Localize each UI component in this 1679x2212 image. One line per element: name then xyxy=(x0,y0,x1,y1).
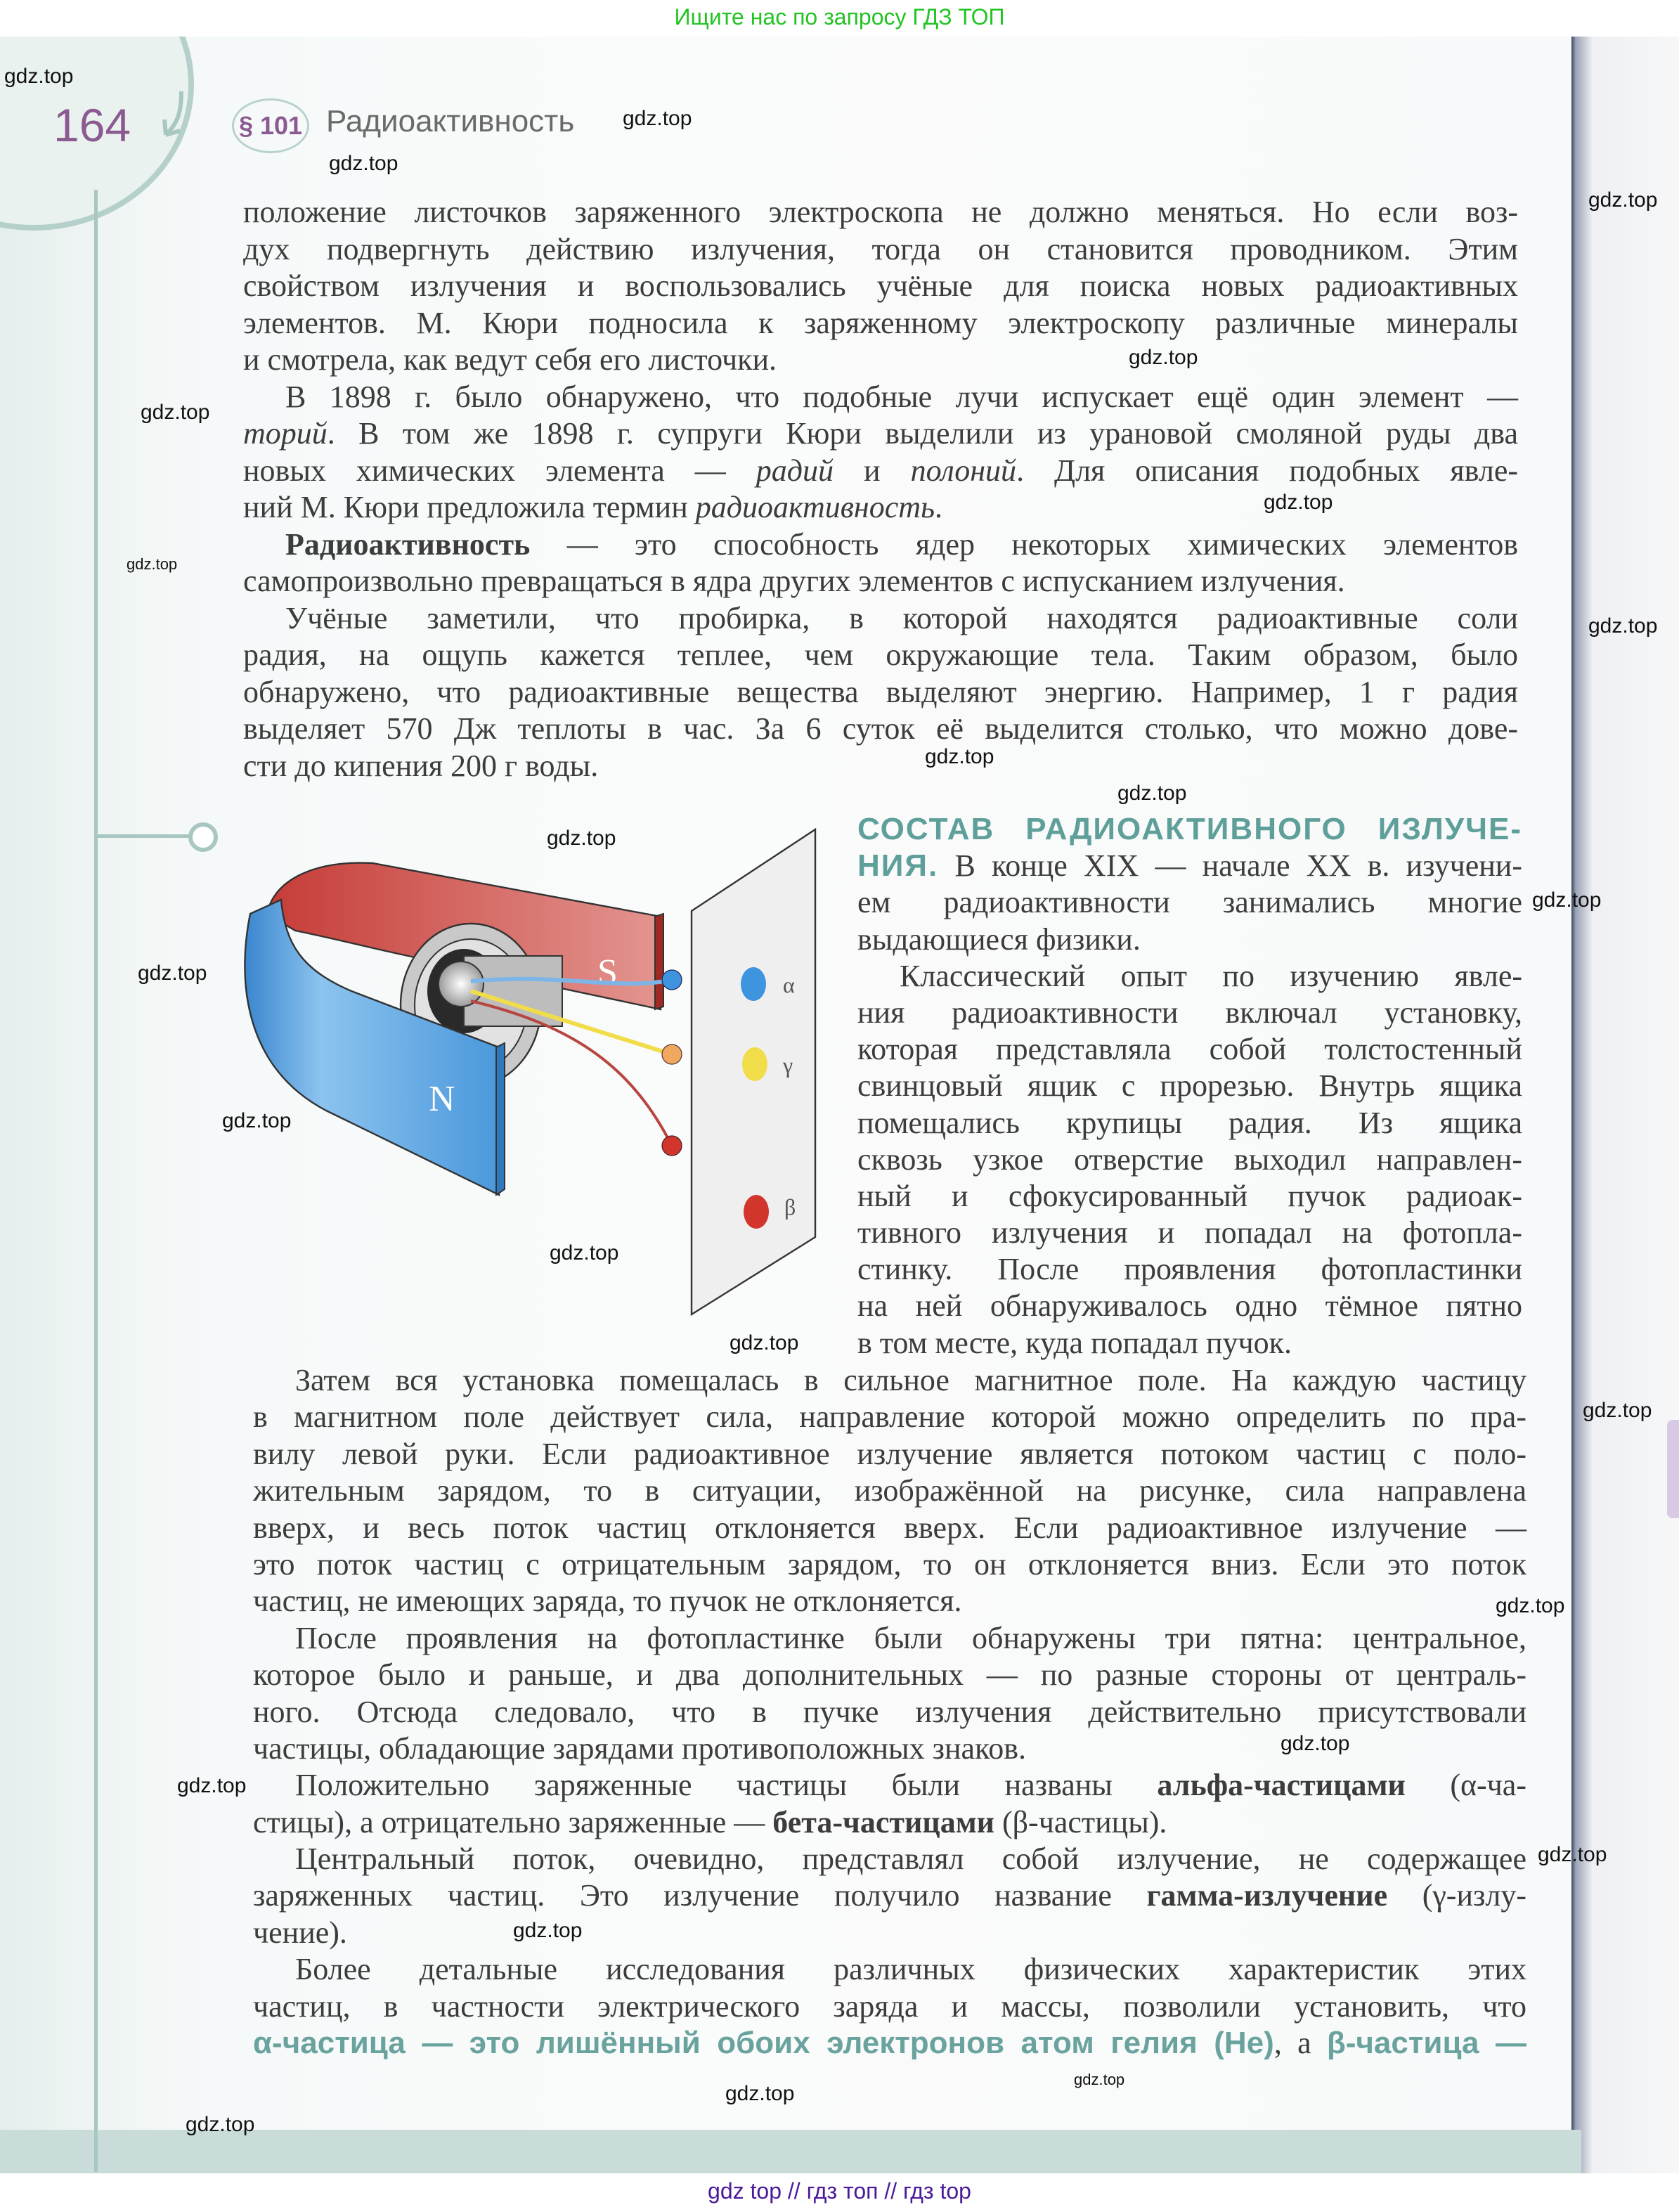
text-line xyxy=(243,674,1518,711)
magnet-north-edge xyxy=(496,1043,505,1195)
text-line xyxy=(253,1362,1526,1399)
watermark: gdz.top xyxy=(1532,888,1602,912)
watermark: gdz.top xyxy=(141,401,210,424)
text-segment: вверх, и весь поток частиц отклоняется вверх. Если радиоактивное излучение — xyxy=(253,1510,1526,1545)
text-segment: заряженных частиц. Это излучение получило название xyxy=(253,1878,1147,1913)
alpha-label: α xyxy=(783,972,795,997)
watermark: gdz.top xyxy=(1588,614,1658,638)
margin-line xyxy=(94,190,98,2172)
gamma-label: γ xyxy=(783,1052,793,1078)
text-block-composition xyxy=(857,811,1522,1362)
text-segment: свойством излучения и воспользовались учёные для поиска новых радиоактивных xyxy=(243,269,1518,303)
subsection-heading: НИЯ. xyxy=(857,848,939,884)
page-number: 164 xyxy=(53,99,131,151)
text-line xyxy=(857,1288,1522,1324)
text-segment: (α-ча- xyxy=(1405,1768,1526,1803)
text-segment: свинцовый ящик с прорезью. Внутрь ящика xyxy=(857,1068,1522,1104)
watermark: gdz.top xyxy=(513,1919,583,1942)
bottom-banner-text: gdz top // гдз топ // гдз top xyxy=(708,2178,971,2204)
text-line xyxy=(243,563,1518,600)
section-title: Радиоактивность xyxy=(326,104,575,138)
watermark: gdz.top xyxy=(329,152,398,175)
text-segment: стицы), а отрицательно заряженные — xyxy=(253,1804,773,1839)
text-line xyxy=(253,1399,1526,1435)
text-segment: Положительно заряженные частицы были названы xyxy=(295,1768,1158,1803)
magnet-south-edge xyxy=(655,914,663,1009)
beta-spot xyxy=(744,1195,769,1229)
text-line xyxy=(243,415,1518,453)
text-line xyxy=(243,305,1518,342)
text-segment: стинку. После проявления фотопластинки xyxy=(857,1252,1522,1287)
watermark: gdz.top xyxy=(730,1331,799,1354)
text-segment: Более детальные исследования различных физических характеристик этих xyxy=(295,1952,1526,1987)
paragraph xyxy=(253,1951,1526,2062)
text-segment: и смотрела, как ведут себя его листочки. xyxy=(243,342,777,377)
text-segment: которая представляла собой толстостенный xyxy=(857,1032,1522,1067)
alpha-spot xyxy=(741,967,766,1001)
beta-particle xyxy=(662,1136,682,1156)
text-segment: самопроизвольно превращаться в ядра других элементов с испусканием излучения. xyxy=(243,564,1345,598)
text-line xyxy=(253,1804,1526,1841)
watermark: gdz.top xyxy=(1117,782,1187,805)
text-segment: вилу левой руки. Если радиоактивное излучение является потоком частиц с поло- xyxy=(253,1436,1526,1471)
text-line xyxy=(253,1694,1526,1731)
text-segment: полоний xyxy=(910,453,1017,488)
text-segment: . Для описания подобных явле- xyxy=(1016,453,1518,488)
text-segment: . xyxy=(935,490,943,524)
text-line xyxy=(857,1178,1522,1215)
subsection-heading: СОСТАВ РАДИОАКТИВНОГО ИЗЛУЧЕ- xyxy=(857,812,1522,846)
text-line xyxy=(857,1105,1522,1141)
paragraph xyxy=(253,1841,1526,1951)
watermark: gdz.top xyxy=(550,1241,619,1265)
watermark: gdz.top xyxy=(1129,346,1198,369)
text-line xyxy=(243,600,1518,638)
text-segment: В конце XIX — начале XX в. изучени- xyxy=(938,848,1522,884)
term-highlight: Радиоактивность xyxy=(285,526,531,562)
text-segment: тивного излучения и попадал на фотопла- xyxy=(857,1215,1522,1250)
text-segment: новых химических элемента — xyxy=(243,453,756,488)
page-tab-marker xyxy=(1667,1420,1679,1518)
magnet-north-label: N xyxy=(429,1079,455,1119)
paragraph xyxy=(857,811,1522,958)
text-segment: частиц, в частности электрического заряда и массы, позволили установить, что xyxy=(253,1988,1526,2024)
watermark: gdz.top xyxy=(186,2113,255,2136)
text-segment: торий xyxy=(243,416,328,451)
text-line xyxy=(857,811,1522,848)
text-segment: (β-частицы). xyxy=(994,1804,1167,1839)
text-segment: В 1898 г. было обнаружено, что подобные лучи испускает ещё один элемент — xyxy=(285,379,1518,414)
text-segment: Классический опыт по изучению явле- xyxy=(900,958,1522,993)
text-segment: чение). xyxy=(253,1915,347,1950)
text-segment: ния радиоактивности включал установку, xyxy=(857,995,1522,1030)
text-line xyxy=(243,379,1518,416)
text-segment: в магнитном поле действует сила, направление которой можно определить по пра- xyxy=(253,1399,1526,1435)
text-segment: положение листочков заряженного электроскопа не должно меняться. Но если воз- xyxy=(243,195,1518,229)
text-line xyxy=(243,268,1518,305)
top-banner-text: Ищите нас по запросу ГДЗ ТОП xyxy=(674,4,1005,30)
text-segment: частицы, обладающие зарядами противоположных знаков. xyxy=(253,1731,1026,1766)
term-highlight: альфа-частицами xyxy=(1157,1768,1406,1803)
watermark: gdz.top xyxy=(1588,188,1658,212)
watermark: gdz.top xyxy=(623,107,692,130)
figure-connector-line xyxy=(94,834,193,838)
text-segment: дух подвергнуть действию излучения, тогда он становится проводником. Этим xyxy=(243,231,1518,266)
text-segment: ем радиоактивности занимались многие xyxy=(857,885,1522,920)
text-line xyxy=(253,1915,1526,1951)
text-segment: выделяет 570 Дж теплоты в час. За 6 суток её выделится столько, что можно дове- xyxy=(243,711,1518,746)
text-line xyxy=(253,1657,1526,1693)
text-line xyxy=(253,1510,1526,1546)
text-segment: сквозь узкое отверстие выходил направлен- xyxy=(857,1141,1522,1177)
watermark: gdz.top xyxy=(127,555,178,573)
text-line xyxy=(253,1546,1526,1583)
watermark: gdz.top xyxy=(1281,1732,1350,1755)
text-line xyxy=(857,1325,1522,1362)
watermark: gdz.top xyxy=(547,827,616,850)
text-line xyxy=(243,231,1518,269)
text-line xyxy=(857,958,1522,995)
text-line xyxy=(243,342,1518,379)
watermark: gdz.top xyxy=(925,745,994,768)
text-line xyxy=(253,1436,1526,1473)
text-line xyxy=(253,1473,1526,1509)
text-segment: жительным зарядом, то в ситуации, изображённой на рисунке, сила направлена xyxy=(253,1473,1526,1508)
section-number-badge: § 101 xyxy=(232,98,309,153)
text-segment: После проявления на фотопластинке были обнаружены три пятна: центральное, xyxy=(295,1620,1526,1655)
text-line xyxy=(857,1141,1522,1178)
text-line xyxy=(857,1031,1522,1068)
text-line xyxy=(253,1767,1526,1804)
text-segment: обнаружено, что радиоактивные вещества выделяют энергию. Например, 1 г радия xyxy=(243,674,1518,709)
text-segment: которое было и раньше, и два дополнительных — по разные стороны от централь- xyxy=(253,1657,1526,1693)
text-segment: ного. Отсюда следовало, что в пучке излучения действительно присутствовали xyxy=(253,1694,1526,1729)
text-segment: Учёные заметили, что пробирка, в которой находятся радиоактивные соли xyxy=(285,600,1518,635)
gamma-particle xyxy=(662,1044,682,1064)
term-highlight: β-частица — xyxy=(1326,2026,1526,2061)
text-line xyxy=(253,1951,1526,1988)
text-segment: . В том же 1898 г. супруги Кюри выделили из урановой смоляной руды два xyxy=(327,416,1518,451)
text-line xyxy=(243,453,1518,490)
text-segment: на ней обнаруживалось одно тёмное пятно xyxy=(857,1288,1522,1324)
radiation-experiment-figure xyxy=(211,808,843,1335)
text-segment: (γ-излу- xyxy=(1387,1878,1526,1913)
watermark: gdz.top xyxy=(1074,2071,1125,2088)
text-line xyxy=(857,884,1522,921)
gamma-spot xyxy=(742,1047,767,1081)
term-highlight: α-частица — это лишённый обоих электронов атом гелия (He) xyxy=(253,2026,1274,2061)
text-line xyxy=(857,1215,1522,1251)
text-segment: Затем вся установка помещалась в сильное магнитное поле. На каждую частицу xyxy=(295,1363,1526,1397)
text-segment: Центральный поток, очевидно, представлял собой излучение, не содержащее xyxy=(295,1842,1526,1877)
text-line xyxy=(243,194,1518,231)
watermark: gdz.top xyxy=(4,65,74,88)
text-line xyxy=(253,2025,1526,2062)
text-line xyxy=(857,848,1522,884)
alpha-particle xyxy=(662,970,682,990)
text-segment: частиц, не имеющих заряда, то пучок не отклоняется. xyxy=(253,1584,962,1619)
text-segment: радия, на ощупь кажется теплее, чем окружающие тела. Таким образом, было xyxy=(243,638,1518,672)
text-line xyxy=(243,748,1518,785)
watermark: gdz.top xyxy=(1264,491,1333,514)
watermark: gdz.top xyxy=(1538,1843,1607,1866)
text-segment: и xyxy=(834,453,911,488)
arrow-icon xyxy=(160,91,188,141)
text-line xyxy=(857,1251,1522,1288)
beta-label: β xyxy=(784,1194,796,1220)
text-segment: помещались крупицы радия. Из ящика xyxy=(857,1105,1522,1140)
text-segment: — это способность ядер некоторых химических элементов xyxy=(530,526,1518,562)
term-highlight: бета-частицами xyxy=(772,1804,995,1839)
watermark: gdz.top xyxy=(725,2082,795,2105)
paragraph xyxy=(253,1767,1526,1841)
text-block-magnetic-field xyxy=(253,1362,1526,2062)
text-segment: элементов. М. Кюри подносила к заряженному электроскопу различные минералы xyxy=(243,305,1518,340)
text-segment: выдающиеся физики. xyxy=(857,921,1141,957)
text-line xyxy=(243,526,1518,564)
text-line xyxy=(253,1877,1526,1914)
text-block-intro xyxy=(243,194,1518,784)
text-segment: ный и сфокусированный пучок радиоак- xyxy=(857,1178,1522,1213)
term-highlight: гамма-излучение xyxy=(1146,1878,1388,1913)
text-segment: ний М. Кюри предложила термин xyxy=(243,490,696,524)
paragraph xyxy=(243,526,1518,600)
text-segment: в том месте, куда попадал пучок. xyxy=(857,1325,1292,1360)
bottom-banner xyxy=(0,2173,1679,2212)
text-line xyxy=(253,1988,1526,2025)
watermark: gdz.top xyxy=(177,1774,247,1797)
text-segment: это поток частиц с отрицательным зарядом, то он отклоняется вниз. Если это поток xyxy=(253,1546,1526,1582)
text-segment: , а xyxy=(1273,2026,1327,2061)
watermark: gdz.top xyxy=(222,1109,292,1132)
paragraph xyxy=(243,600,1518,785)
paragraph xyxy=(857,958,1522,1362)
text-line xyxy=(857,995,1522,1031)
text-line xyxy=(857,921,1522,958)
text-line xyxy=(253,1583,1526,1619)
text-segment: сти до кипения 200 г воды. xyxy=(243,748,599,783)
text-line xyxy=(253,1841,1526,1877)
paragraph xyxy=(243,194,1518,379)
watermark: gdz.top xyxy=(138,962,207,985)
text-segment: радий xyxy=(756,453,834,488)
text-segment: радиоактивность xyxy=(695,490,935,524)
paragraph xyxy=(253,1362,1526,1620)
top-banner xyxy=(0,0,1679,37)
watermark: gdz.top xyxy=(1583,1399,1652,1422)
text-line xyxy=(243,711,1518,748)
text-line xyxy=(243,637,1518,674)
text-line xyxy=(253,1620,1526,1657)
magnet-south-label: S xyxy=(597,952,618,992)
watermark: gdz.top xyxy=(1496,1594,1565,1617)
text-line xyxy=(857,1068,1522,1104)
